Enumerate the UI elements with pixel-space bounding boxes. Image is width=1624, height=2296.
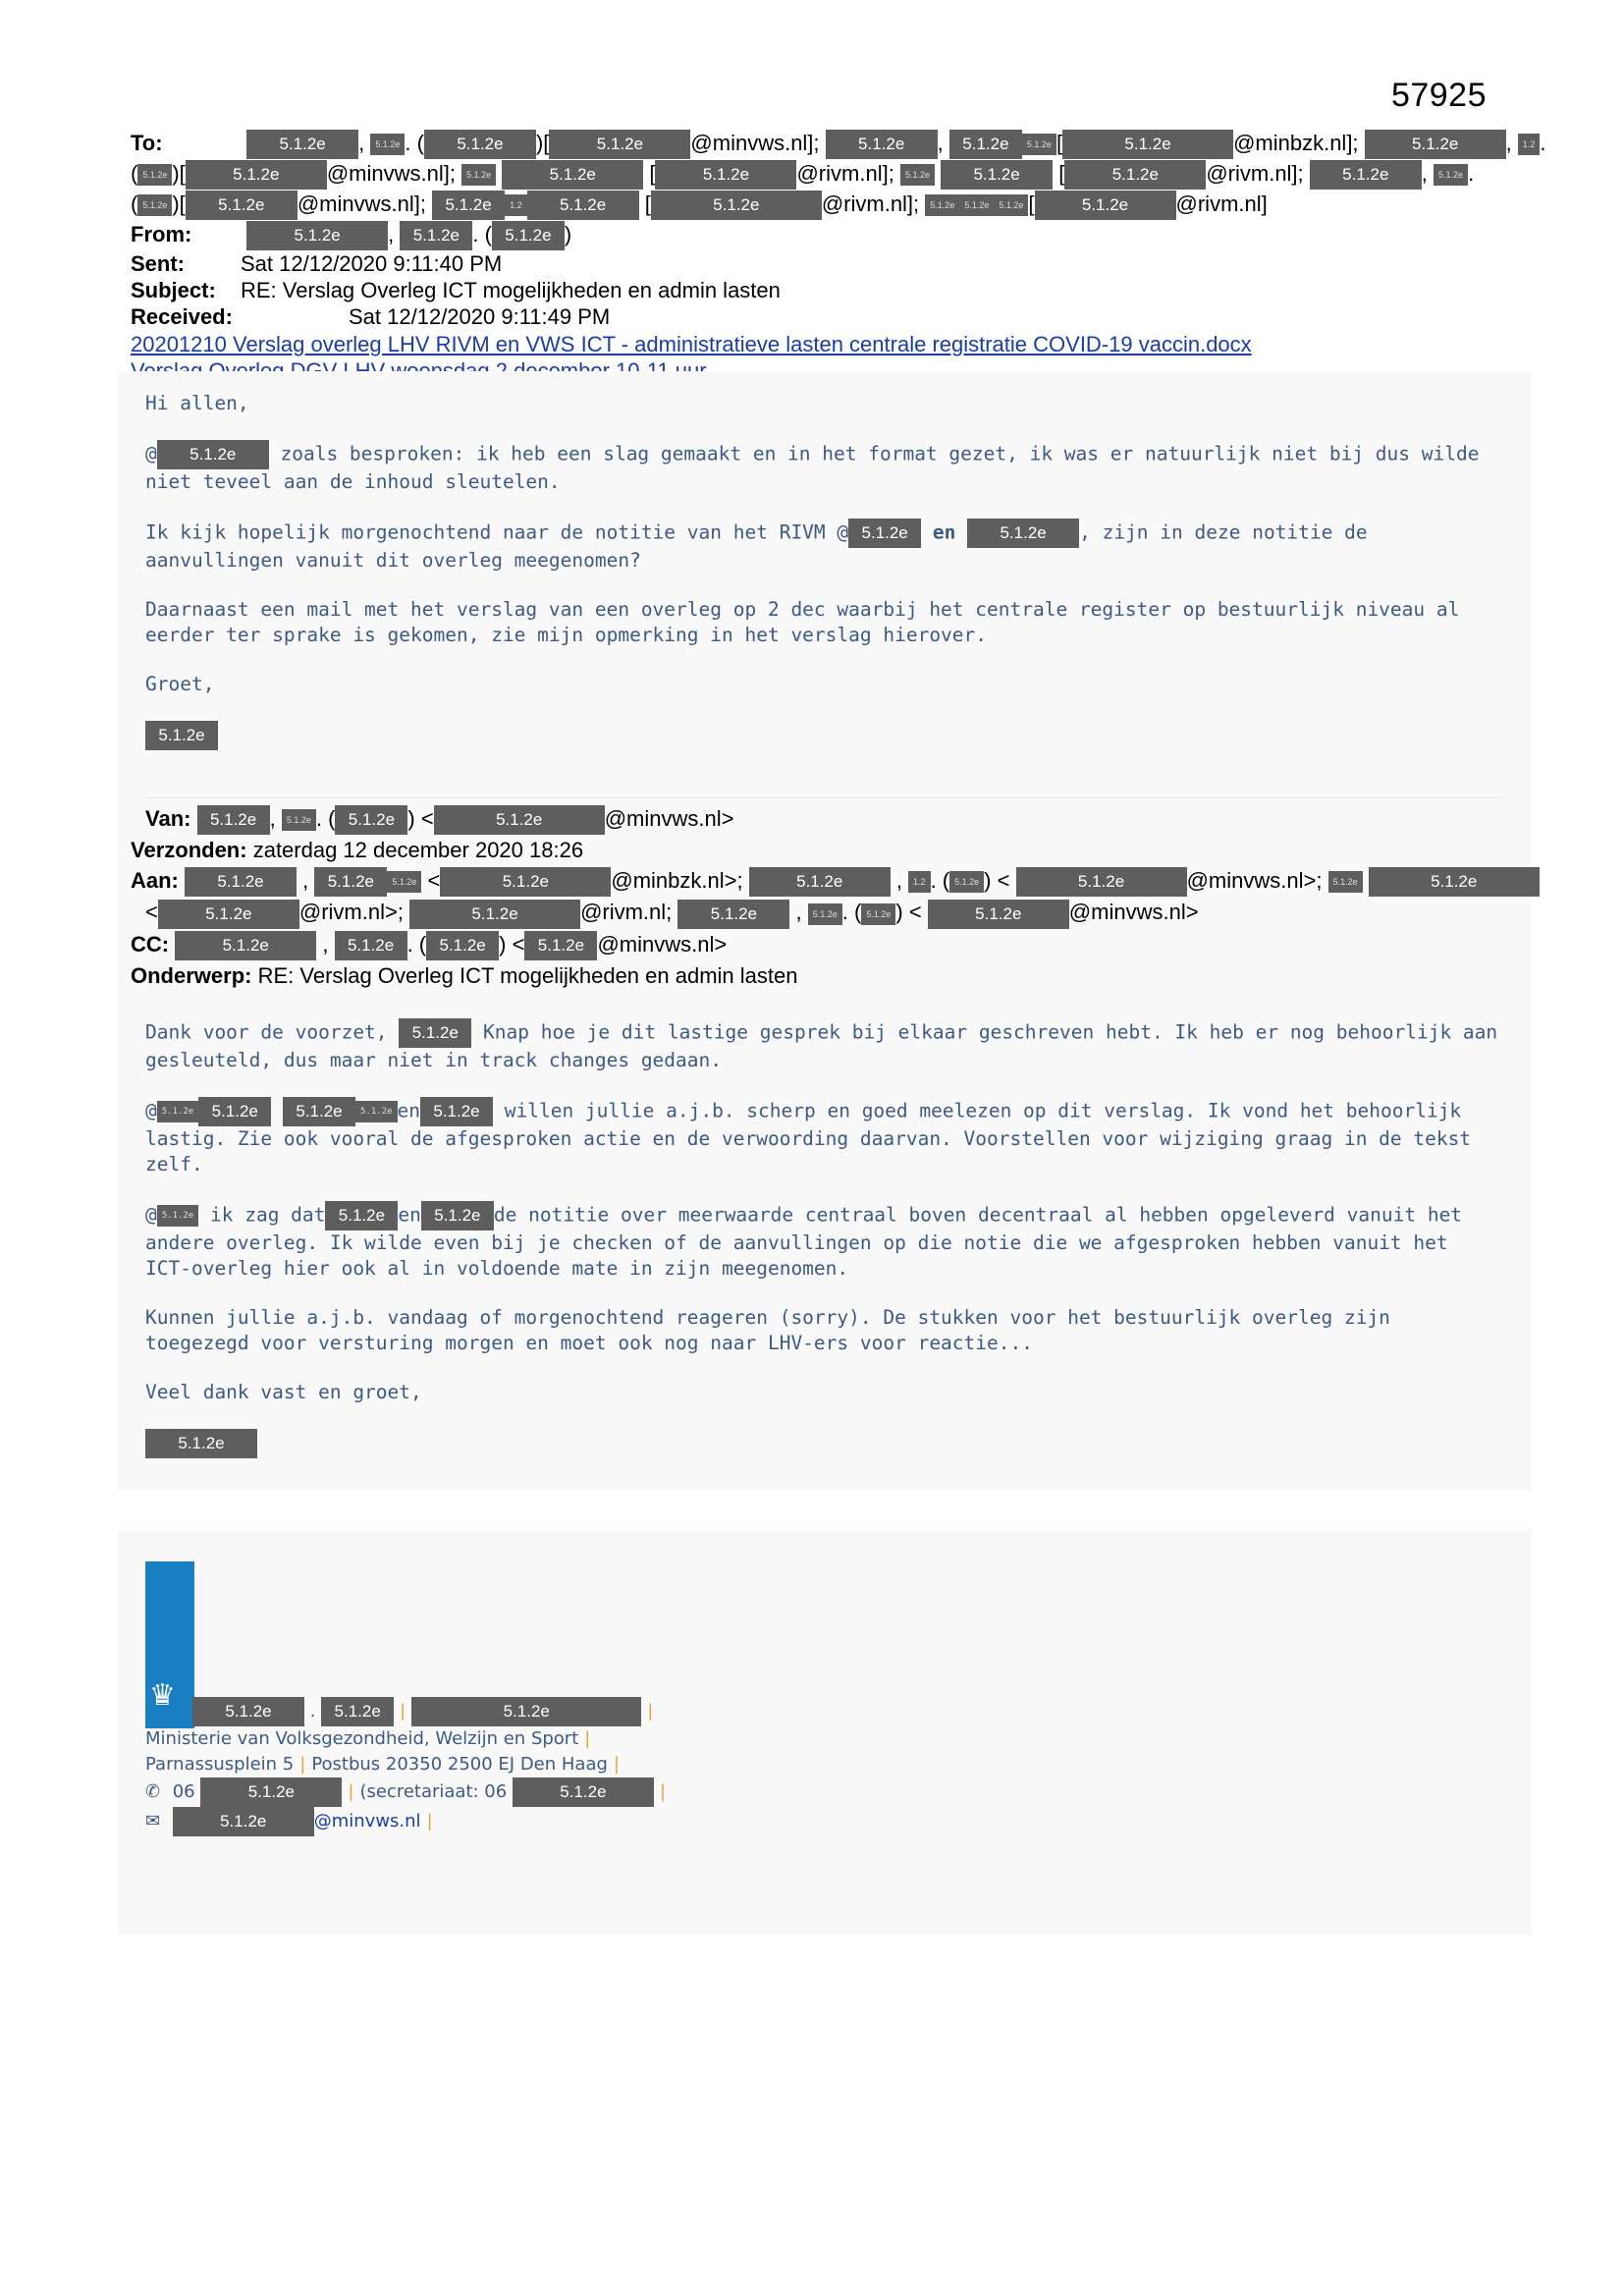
onderwerp-label: Onderwerp: bbox=[131, 962, 252, 988]
greeting: Hi allen, bbox=[145, 392, 249, 414]
redaction-box: 5.1.2e bbox=[197, 805, 270, 835]
aan-label: Aan: bbox=[131, 868, 179, 894]
redaction-box-small: 5.1.2e bbox=[137, 164, 172, 186]
redaction-box: 5.1.2e bbox=[420, 1097, 493, 1126]
message-2-paragraph-3: @ 5.1.2e ik zag dat 5.1.2e en 5.1.2e de notitie over meerwaarde centraal boven decentraal al hebben opgeleverd vanuit het andere overleg. Ik wilde even bij je checken of de aanvullingen op die notie die we afgesproken hebben vanuit het ICT-overleg hier ook al in voldoende mate in zijn meegenomen. bbox=[145, 1201, 1500, 1282]
redaction-box-small: 5.1.2e bbox=[949, 871, 984, 893]
document-number: 57925 bbox=[1390, 77, 1487, 114]
redaction-box: 5.1.2e bbox=[246, 221, 388, 250]
message-2-paragraph-1: Dank voor de voorzet, 5.1.2e Knap hoe je dit lastige gesprek bij elkaar geschreven hebt. Ik heb er nog behoorlijk aan gesleuteld, dus maar niet in track changes gedaan. bbox=[145, 1018, 1500, 1073]
to-email-3[interactable]: @minvws.nl]; bbox=[326, 160, 456, 186]
redaction-box-small: 1.2 bbox=[908, 871, 931, 893]
message-2 bbox=[145, 1018, 1500, 1482]
from-row: From: 5.1.2e , 5.1.2e . ( 5.1.2e ) bbox=[131, 221, 1486, 250]
redaction-box: 5.1.2e bbox=[325, 1201, 398, 1230]
forwarded-header bbox=[131, 803, 1525, 991]
redaction-box: 5.1.2e bbox=[198, 1097, 271, 1126]
to-email-1[interactable]: @minvws.nl]; bbox=[690, 130, 820, 155]
to-email-7[interactable]: @rivm.nl]; bbox=[821, 191, 920, 216]
redaction-box: 5.1.2e bbox=[655, 160, 796, 190]
redaction-box: 5.1.2e bbox=[192, 1697, 304, 1726]
aan-email-4[interactable]: @rivm.nl; bbox=[580, 900, 673, 925]
verzonden-row bbox=[131, 835, 1525, 865]
redaction-box: 5.1.2e bbox=[335, 931, 407, 960]
message-1 bbox=[145, 391, 1500, 774]
redaction-box: 5.1.2e bbox=[186, 160, 327, 190]
redaction-box: 5.1.2e bbox=[409, 900, 580, 929]
redaction-box: 5.1.2e bbox=[967, 519, 1079, 548]
redaction-box: 5.1.2e bbox=[399, 1018, 471, 1048]
van-label: Van: bbox=[145, 806, 191, 831]
sent-label: Sent: bbox=[131, 251, 185, 276]
redaction-box: 5.1.2e bbox=[949, 130, 1022, 159]
message-1-paragraph-2: Ik kijk hopelijk morgenochtend naar de notitie van het RIVM @ 5.1.2e en 5.1.2e , zijn in deze notitie de aanvullingen vanuit dit overleg meegenomen? bbox=[145, 519, 1500, 574]
message-1-paragraph-1: @ 5.1.2e zoals besproken: ik heb een slag gemaakt en in het format gezet, ik was er natuurlijk niet bij dus wilde niet teveel aan de inhoud sleutelen. bbox=[145, 440, 1500, 495]
received-row bbox=[131, 304, 1486, 330]
redaction-box-small: 5.1.2e bbox=[1022, 134, 1056, 155]
redaction-box: 5.1.2e bbox=[314, 867, 387, 897]
message-divider bbox=[145, 797, 1500, 798]
redaction-box: 5.1.2e bbox=[185, 867, 297, 897]
redaction-box: 5.1.2e bbox=[186, 191, 298, 220]
redaction-box-small: 5.1.2e bbox=[900, 164, 935, 186]
redaction-box-small: 5.1.2e bbox=[157, 1101, 199, 1122]
signature-name-row: 5.1.2e . 5.1.2e | 5.1.2e | bbox=[192, 1697, 672, 1726]
redaction-box: 5.1.2e bbox=[1062, 130, 1233, 159]
onderwerp-value: RE: Verslag Overleg ICT mogelijkheden en admin lasten bbox=[257, 962, 798, 988]
redaction-box: 5.1.2e bbox=[928, 900, 1069, 929]
email-header bbox=[131, 130, 1546, 384]
redaction-box: 5.1.2e bbox=[1365, 130, 1506, 159]
redaction-box: 5.1.2e bbox=[145, 721, 218, 750]
redaction-box-small: 5.1.2e bbox=[157, 1205, 199, 1227]
redaction-box: 5.1.2e bbox=[175, 931, 316, 960]
redaction-box: 5.1.2e bbox=[524, 931, 597, 960]
redaction-box: 5.1.2e bbox=[941, 160, 1053, 190]
redaction-box: 5.1.2e bbox=[246, 130, 358, 159]
redaction-box: 5.1.2e bbox=[421, 1201, 494, 1230]
redaction-box: 5.1.2e bbox=[1035, 191, 1176, 220]
redaction-box-small: 5.1.2e bbox=[1434, 164, 1468, 186]
redaction-box: 5.1.2e bbox=[1016, 867, 1187, 897]
redaction-box: 5.1.2e bbox=[426, 931, 499, 960]
redaction-box: 5.1.2e bbox=[173, 1807, 314, 1836]
aan-email-3[interactable]: @rivm.nl>; bbox=[298, 900, 404, 925]
to-email-4[interactable]: @rivm.nl]; bbox=[796, 160, 894, 186]
to-row-3: ( 5.1.2e )[ 5.1.2e @minvws.nl]; 5.1.2e 1.2 5.1.2e [ 5.1.2e @rivm.nl]; 5.1.2e 5.1.2e 5.1.2e [ 5.1.2e @rivm.nl] bbox=[131, 191, 1486, 220]
redaction-box: 5.1.2e bbox=[492, 221, 565, 250]
redaction-box-small: 5.1.2e bbox=[387, 871, 421, 893]
redaction-box: 5.1.2e bbox=[283, 1097, 355, 1126]
verzonden-label: Verzonden: bbox=[131, 838, 247, 863]
from-label: From: bbox=[131, 221, 192, 246]
redaction-box: 5.1.2e bbox=[145, 1429, 257, 1458]
redaction-box-small: 1.2 bbox=[505, 194, 527, 216]
to-email-8[interactable]: @rivm.nl] bbox=[1175, 191, 1268, 216]
redaction-box-small: 5.1.2e bbox=[959, 194, 994, 216]
aan-email-1[interactable]: @minbzk.nl>; bbox=[611, 868, 743, 894]
redaction-box: 5.1.2e bbox=[549, 130, 690, 159]
redaction-box-small: 5.1.2e bbox=[994, 194, 1028, 216]
redaction-box: 5.1.2e bbox=[677, 900, 789, 929]
signature-block bbox=[145, 1697, 672, 1836]
redaction-box-small: 5.1.2e bbox=[355, 1101, 398, 1122]
signature-phone: ✆ 06 5.1.2e | (secretariaat: 06 5.1.2e | bbox=[145, 1777, 672, 1807]
redaction-box: 5.1.2e bbox=[1064, 160, 1206, 190]
attachment-link-docx[interactable]: 20201210 Verslag overleg LHV RIVM en VWS ICT - administratieve lasten centrale registratie COVID-19 vaccin.docx bbox=[131, 332, 1252, 356]
to-row-2: ( 5.1.2e )[ 5.1.2e @minvws.nl]; 5.1.2e 5.1.2e [ 5.1.2e @rivm.nl]; 5.1.2e 5.1.2e [ 5.1.2e @rivm.nl]; 5.1.2e , 5.1.2e . bbox=[131, 160, 1486, 190]
redaction-box: 5.1.2e bbox=[335, 805, 407, 835]
redaction-box-small: 5.1.2e bbox=[925, 194, 959, 216]
aan-email-2[interactable]: @minvws.nl>; bbox=[1186, 868, 1323, 894]
to-email-6[interactable]: @minvws.nl]; bbox=[297, 191, 426, 216]
received-label: Received: bbox=[131, 304, 233, 329]
redaction-box: 5.1.2e bbox=[424, 130, 536, 159]
to-label: To: bbox=[131, 130, 163, 155]
subject-label: Subject: bbox=[131, 278, 216, 302]
subject-row bbox=[131, 278, 1486, 303]
redaction-box: 5.1.2e bbox=[440, 867, 611, 897]
verzonden-value: zaterdag 12 december 2020 18:26 bbox=[252, 838, 584, 863]
signature-ministry: Ministerie van Volksgezondheid, Welzijn en Sport | bbox=[145, 1728, 591, 1749]
aan-row-2: < 5.1.2e @rivm.nl>; 5.1.2e @rivm.nl; 5.1.2e , 5.1.2e . ( 5.1.2e ) < 5.1.2e @minvws.nl> bbox=[131, 897, 1525, 928]
redaction-box: 5.1.2e bbox=[400, 221, 472, 250]
crest-icon: ♛ bbox=[149, 1679, 176, 1712]
to-row-1: To: 5.1.2e , 5.1.2e . ( 5.1.2e )[ 5.1.2e @minvws.nl]; 5.1.2e , 5.1.2e 5.1.2e [ 5.1.2e @minbzk.nl]; 5.1.2e , 1.2 . bbox=[131, 130, 1486, 159]
van-row: Van: 5.1.2e , 5.1.2e . ( 5.1.2e ) < 5.1.2e @minvws.nl> bbox=[131, 803, 1525, 835]
message-1-paragraph-3: Daarnaast een mail met het verslag van een overleg op 2 dec waarbij het centrale register op bestuurlijk niveau al eerder ter sprake is gekomen, zie mijn opmerking in het verslag hierover. bbox=[145, 598, 1460, 646]
message-2-paragraph-4: Kunnen jullie a.j.b. vandaag of morgenochtend reageren (sorry). De stukken voor het bestuurlijk overleg zijn toegezegd voor versturing morgen en moet ook nog naar LHV-ers voor reactie... bbox=[145, 1306, 1390, 1354]
redaction-box: 5.1.2e bbox=[749, 867, 891, 897]
message-1-closing: Groet, bbox=[145, 673, 215, 695]
cc-email[interactable]: @minvws.nl> bbox=[597, 931, 728, 957]
received-value: Sat 12/12/2020 9:11:49 PM bbox=[349, 304, 611, 329]
redaction-box: 5.1.2e bbox=[848, 519, 921, 548]
subject-value: RE: Verslag Overleg ICT mogelijkheden en admin lasten bbox=[241, 278, 781, 302]
message-2-sender bbox=[145, 1429, 1500, 1458]
redaction-box: 5.1.2e bbox=[502, 160, 643, 190]
redaction-box-small: 5.1.2e bbox=[461, 164, 496, 186]
redaction-box-small: 5.1.2e bbox=[861, 903, 895, 925]
redaction-box-small: 1.2 bbox=[1518, 134, 1541, 155]
redaction-box: 5.1.2e bbox=[826, 130, 938, 159]
cc-label: CC: bbox=[131, 931, 170, 957]
sent-row bbox=[131, 251, 1486, 277]
message-2-paragraph-2: @ 5.1.2e 5.1.2e 5.1.2e 5.1.2e en 5.1.2e willen jullie a.j.b. scherp en goed meelezen op dit verslag. Ik vond het behoorlijk lastig. Zie ook vooral de afgesproken actie en de verwoording daarvan. Voorstellen voor wijziging graag in de tekst zelf. bbox=[145, 1097, 1500, 1177]
redaction-box-small: 5.1.2e bbox=[137, 194, 172, 216]
redaction-box: 5.1.2e bbox=[651, 191, 822, 220]
redaction-box-small: 5.1.2e bbox=[808, 903, 842, 925]
sent-value: Sat 12/12/2020 9:11:40 PM bbox=[241, 251, 503, 276]
signature-email-link[interactable]: @minvws.nl bbox=[313, 1811, 421, 1831]
aan-row-1: Aan: 5.1.2e , 5.1.2e 5.1.2e < 5.1.2e @minbzk.nl>; 5.1.2e , 1.2 . ( 5.1.2e ) < 5.1.2e @minvws.nl>; 5.1.2e 5.1.2e bbox=[131, 865, 1525, 897]
message-2-closing: Veel dank vast en groet, bbox=[145, 1381, 422, 1403]
redaction-box: 5.1.2e bbox=[1369, 867, 1540, 897]
redaction-box: 5.1.2e bbox=[432, 191, 505, 220]
redaction-box-small: 5.1.2e bbox=[1328, 871, 1363, 893]
to-email-5[interactable]: @rivm.nl]; bbox=[1206, 160, 1304, 186]
redaction-box: 5.1.2e bbox=[200, 1777, 342, 1807]
aan-email-5[interactable]: @minvws.nl> bbox=[1068, 900, 1199, 925]
redaction-box-small: 5.1.2e bbox=[370, 134, 405, 155]
redaction-box: 5.1.2e bbox=[434, 805, 605, 835]
redaction-box: 5.1.2e bbox=[513, 1777, 654, 1807]
redaction-box: 5.1.2e bbox=[1310, 160, 1422, 190]
onderwerp-row bbox=[131, 960, 1525, 991]
to-email-2[interactable]: @minbzk.nl]; bbox=[1233, 130, 1359, 155]
signature-address: Parnassusplein 5 | Postbus 20350 2500 EJ Den Haag | bbox=[145, 1754, 620, 1775]
envelope-icon: ✉ bbox=[145, 1811, 161, 1831]
signature-email: ✉ 5.1.2e @minvws.nl | bbox=[145, 1807, 672, 1836]
van-email[interactable]: @minvws.nl> bbox=[604, 806, 734, 831]
redaction-box: 5.1.2e bbox=[411, 1697, 641, 1726]
redaction-box: 5.1.2e bbox=[158, 900, 299, 929]
redaction-box: 5.1.2e bbox=[157, 440, 269, 469]
message-1-sender bbox=[145, 721, 1500, 750]
phone-icon: ✆ bbox=[145, 1781, 161, 1802]
cc-row: CC: 5.1.2e , 5.1.2e . ( 5.1.2e ) < 5.1.2e @minvws.nl> bbox=[131, 929, 1525, 960]
redaction-box: 5.1.2e bbox=[321, 1697, 394, 1726]
redaction-box-small: 5.1.2e bbox=[282, 809, 316, 831]
redaction-box: 5.1.2e bbox=[527, 191, 639, 220]
